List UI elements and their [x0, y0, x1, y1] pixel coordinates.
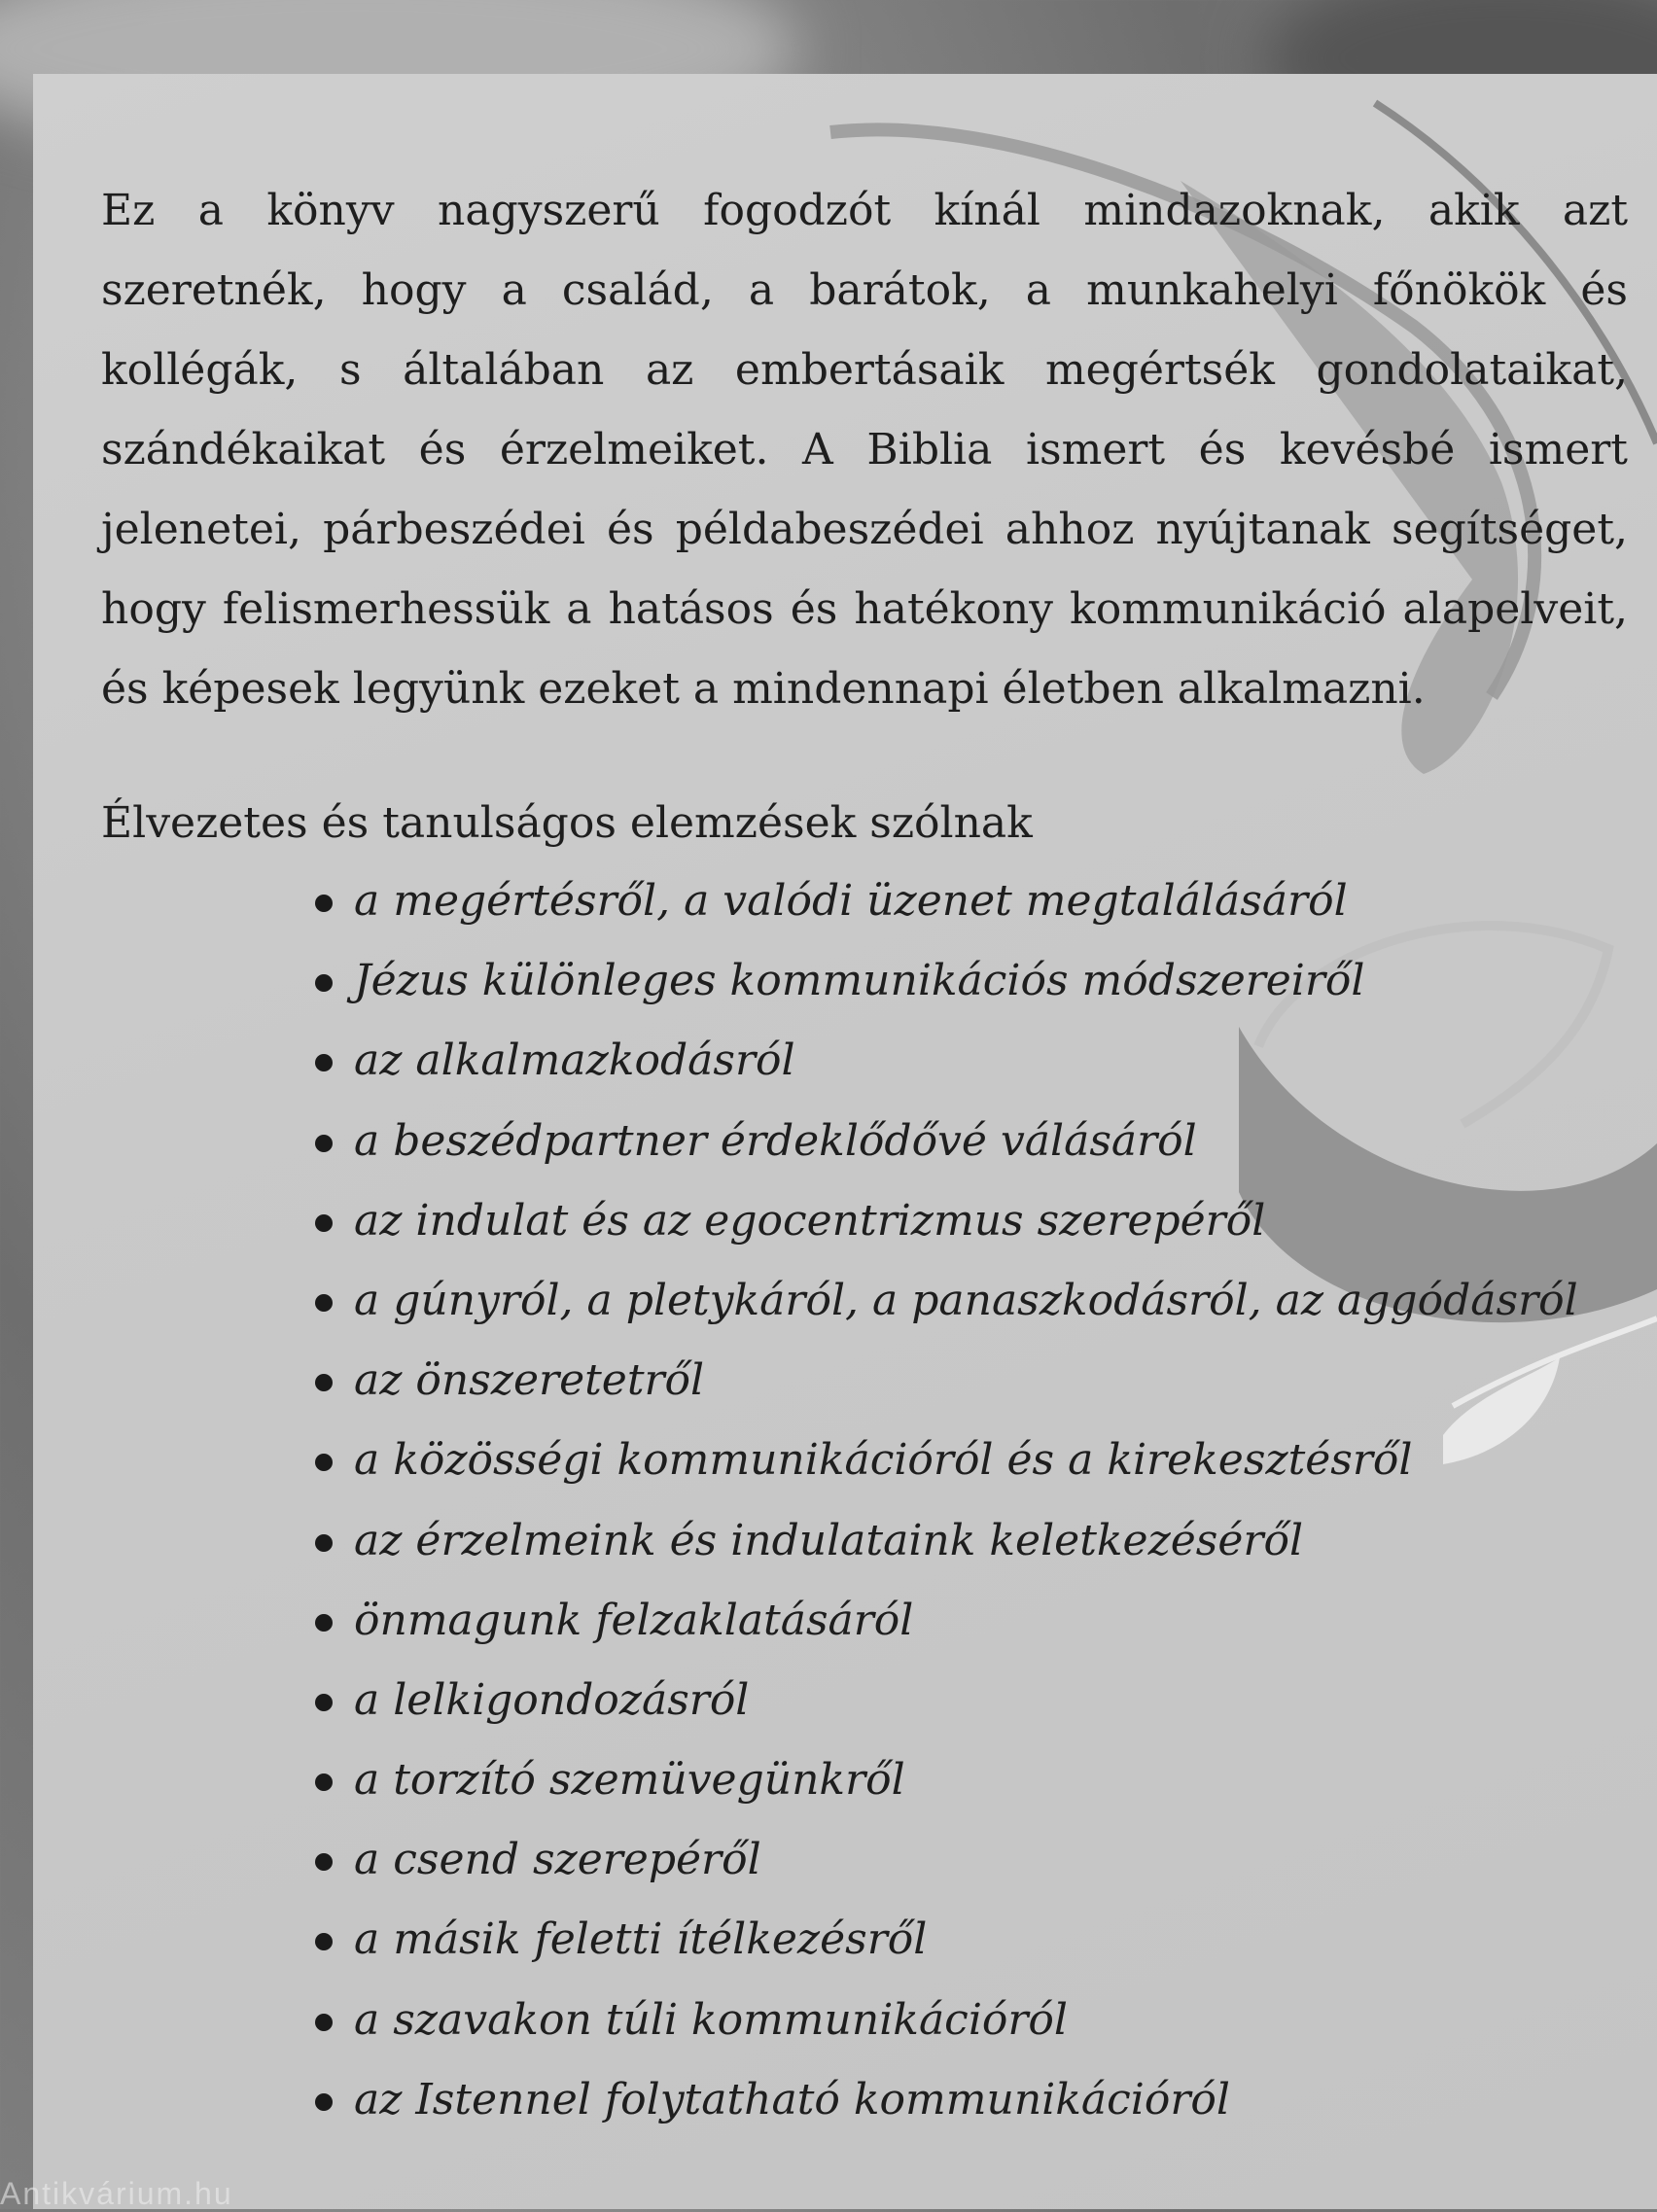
intro-paragraph: Ez a könyv nagyszerű fogodzót kínál mindazoknak, akik azt szeretnék, hogy a család, a barátok, a munkahelyi főnökök és kollégák, s általában az embertásaik megértsék gondolataikat, szándékaikat és érzelmeiket. A Biblia ismert és kevésbé ismert jelenetei, párbeszédei és példabeszédei ahhoz nyújtanak segítséget, hogy felismerhessük a hatásos és hatékony kommunikáció alapelveit, és képesek legyünk ezeket a mindennapi életben alkalmazni.: [101, 186, 1628, 714]
list-item-text: az érzelmeink és indulataink keletkezéséről: [354, 1515, 1304, 1565]
list-item: [315, 1021, 1578, 1101]
list-item-text: a torzító szemüvegünkről: [354, 1755, 905, 1806]
bullet-icon: [315, 1454, 333, 1471]
list-item: [315, 1661, 1578, 1740]
bullet-icon: [315, 1773, 333, 1791]
bullet-icon: [315, 1534, 333, 1552]
watermark: Antikvárium.hu: [0, 2176, 233, 2211]
list-item: [315, 1102, 1578, 1181]
topics-list: [315, 861, 1578, 2140]
bullet-icon: [315, 1135, 333, 1152]
bullet-icon: [315, 1694, 333, 1711]
list-item: [315, 1341, 1578, 1421]
topics-lead: Élvezetes és tanulságos elemzések szólnak: [101, 798, 1033, 848]
list-item-text: a gúnyról, a pletykáról, a panaszkodásról, az aggódásról: [354, 1275, 1578, 1325]
bullet-icon: [315, 1853, 333, 1871]
list-item-text: a beszédpartner érdeklődővé válásáról: [354, 1115, 1197, 1166]
list-item-text: az indulat és az egocentrizmus szerepéről: [354, 1195, 1266, 1246]
list-item: [315, 941, 1578, 1021]
list-item-text: a szavakon túli kommunikációról: [354, 1994, 1068, 2045]
bullet-icon: [315, 895, 333, 912]
list-item: [315, 1900, 1578, 1980]
list-item-text: a lelkigondozásról: [354, 1674, 750, 1725]
list-item: [315, 1740, 1578, 1820]
list-item: [315, 1261, 1578, 1341]
list-item: [315, 1820, 1578, 1900]
list-item: [315, 1981, 1578, 2060]
list-item-text: a csend szerepéről: [354, 1835, 761, 1885]
bullet-icon: [315, 1294, 333, 1312]
bullet-icon: [315, 2014, 333, 2031]
list-item-text: a közösségi kommunikációról és a kirekesztésről: [354, 1435, 1413, 1486]
list-item: [315, 1581, 1578, 1661]
bullet-icon: [315, 1614, 333, 1632]
bullet-icon: [315, 1933, 333, 1950]
bullet-icon: [315, 974, 333, 992]
list-item-text: az Istennel folytatható kommunikációról: [354, 2074, 1230, 2124]
book-back-cover: [33, 74, 1657, 2209]
list-item-text: Jézus különleges kommunikációs módszereiről: [354, 956, 1365, 1006]
bullet-icon: [315, 1054, 333, 1071]
bullet-icon: [315, 1214, 333, 1232]
list-item-text: önmagunk felzaklatásáról: [354, 1595, 914, 1645]
list-item-text: a megértésről, a valódi üzenet megtalálásáról: [354, 876, 1348, 926]
list-item: [315, 1421, 1578, 1500]
list-item-text: az alkalmazkodásról: [354, 1036, 795, 1086]
list-item: [315, 1501, 1578, 1581]
list-item: [315, 1181, 1578, 1261]
bullet-icon: [315, 1374, 333, 1391]
list-item: [315, 861, 1578, 941]
list-item: [315, 2060, 1578, 2140]
list-item-text: az önszeretetről: [354, 1355, 705, 1406]
bullet-icon: [315, 2093, 333, 2111]
list-item-text: a másik feletti ítélkezésről: [354, 1914, 928, 1965]
